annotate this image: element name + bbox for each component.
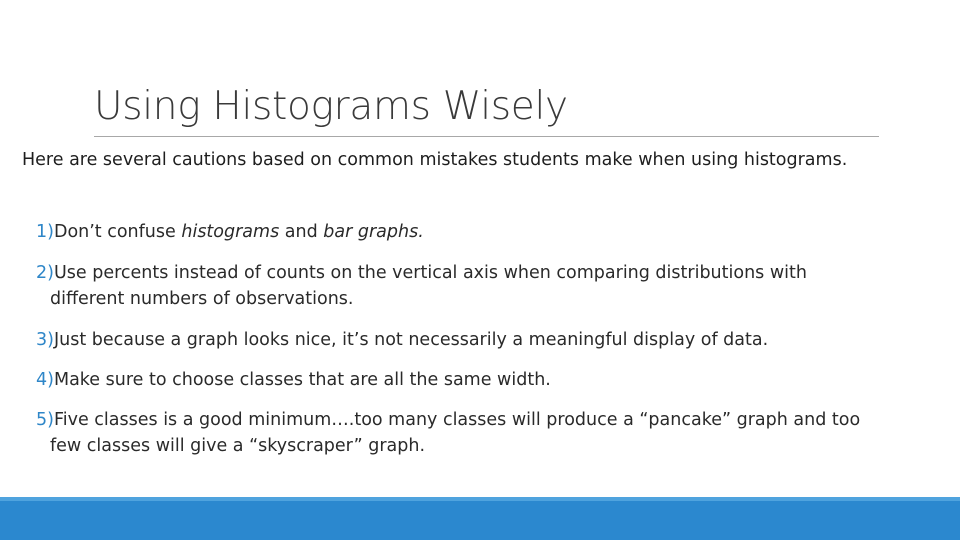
list-item-1: [36, 219, 948, 245]
item-text: Make sure to choose classes that are all the same width.: [53, 370, 551, 390]
list-item-5: [36, 407, 948, 459]
item-number: 5): [36, 410, 54, 430]
footer-highlight: [0, 497, 960, 501]
list-item-3: [36, 327, 948, 353]
list-item-4: [36, 367, 948, 393]
item-number: 3): [36, 330, 54, 350]
intro-text: Here are several cautions based on common mistakes students make when using histograms.: [22, 150, 848, 170]
item-text: Just because a graph looks nice, it’s not necessarily a meaningful display of data.: [53, 330, 769, 350]
item-text: Use percents instead of counts on the vertical axis when comparing distributions with: [53, 263, 807, 283]
footer-bar: [0, 497, 960, 540]
item-number: 4): [36, 370, 54, 390]
item-text-part: histograms: [181, 222, 280, 242]
item-number: 1): [36, 222, 54, 242]
item-text-part: bar graphs.: [323, 222, 424, 242]
list-item-2: [36, 260, 948, 312]
slide-title: Using Histograms Wisely: [94, 84, 568, 129]
title-divider: [94, 136, 879, 137]
item-text-part: Don’t confuse: [53, 222, 182, 242]
item-text-part: and: [279, 222, 324, 242]
item-text-continued: different numbers of observations.: [50, 289, 354, 309]
item-number: 2): [36, 263, 54, 283]
item-text-continued: few classes will give a “skyscraper” graph.: [50, 436, 426, 456]
item-text: Five classes is a good minimum….too many classes will produce a “pancake” graph and too: [53, 410, 861, 430]
